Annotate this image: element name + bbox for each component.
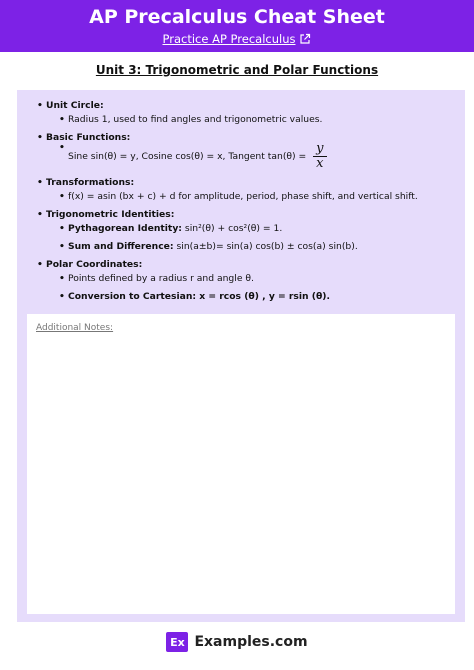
content-list <box>37 100 457 309</box>
tangent-fraction <box>313 142 326 171</box>
polar-heading: • Polar Coordinates: <box>46 259 143 270</box>
fraction-denominator: x <box>313 156 326 171</box>
notes-label: Additional Notes: <box>36 323 114 333</box>
site-name: Examples.com <box>194 634 308 650</box>
list-item-identities <box>37 209 457 253</box>
identities-heading: • Trigonometric Identities: <box>46 209 175 220</box>
footer <box>0 632 474 652</box>
transformations-detail: • f(x) = asin (bx + c) + d for amplitude, period, phase shift, and vertical shift. <box>59 191 457 203</box>
practice-link-label: Practice AP Precalculus <box>162 32 296 46</box>
notes-area[interactable] <box>27 314 455 614</box>
polar-conversion: • Conversion to Cartesian: x = rcos (θ) , y = rsin (θ). <box>59 291 457 303</box>
header-banner <box>0 0 474 52</box>
list-item-transformations <box>37 177 457 203</box>
polar-detail: • Points defined by a radius r and angle θ. <box>59 273 457 285</box>
page-title: AP Precalculus Cheat Sheet <box>89 6 385 28</box>
basic-functions-detail <box>59 142 457 171</box>
list-item-basic-functions <box>37 132 457 171</box>
unit-circle-detail: • Radius 1, used to find angles and trigonometric values. <box>59 114 457 126</box>
list-item-polar <box>37 259 457 303</box>
transformations-heading: • Transformations: <box>46 177 135 188</box>
basic-functions-heading: • Basic Functions: <box>46 132 131 143</box>
unit-circle-heading: • Unit Circle: <box>46 100 104 111</box>
basic-functions-text: Sine sin(θ) = y, Cosine cos(θ) = x, Tangent tan(θ) = <box>68 151 307 162</box>
examples-logo: Ex <box>166 632 188 652</box>
pythagorean-label: Pythagorean Identity: <box>68 223 182 234</box>
external-link-icon <box>299 33 311 45</box>
sum-difference-label: Sum and Difference: <box>68 241 174 252</box>
practice-link[interactable] <box>163 32 312 46</box>
pythagorean-identity <box>59 223 457 235</box>
content-panel <box>17 90 465 622</box>
fraction-numerator: y <box>316 141 324 156</box>
sum-difference-text: sin(a±b)= sin(a) cos(b) ± cos(a) sin(b). <box>173 241 358 252</box>
list-item-unit-circle <box>37 100 457 126</box>
sum-difference-identity <box>59 241 457 253</box>
unit-title: Unit 3: Trigonometric and Polar Functions <box>95 63 379 77</box>
pythagorean-text: sin²(θ) + cos²(θ) = 1. <box>181 223 283 234</box>
